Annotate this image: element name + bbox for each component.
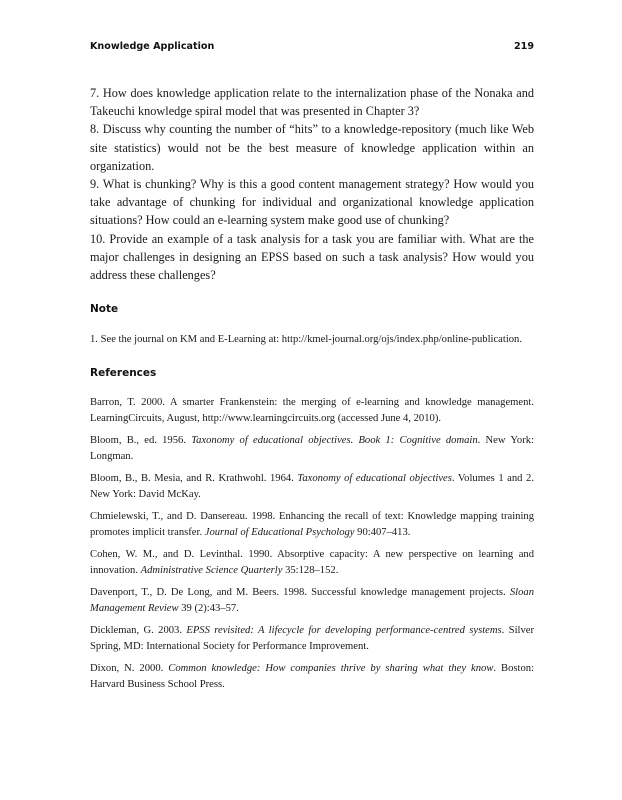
reference-entry (90, 471, 534, 503)
reference-text-end: . New York: Longman. (90, 435, 534, 463)
reference-title-italic: EPSS revisited: A lifecycle for developing performance-centred systems (186, 625, 502, 637)
reference-text: Barron, T. 2000. A smarter Frankenstein: the merging of e-learning and knowledge management. LearningCircuits, August, http://www.learningcircuits.org (accessed June 4, 2010). (90, 397, 534, 425)
reference-text: Cohen, W. M., and D. Levinthal. 1990. Absorptive capacity: A new perspective on learning and innovation. (90, 549, 534, 577)
references-heading: References (90, 367, 157, 380)
reference-text-end: . Volumes 1 and 2. New York: David McKay. (90, 473, 534, 501)
note-item: 1. See the journal on KM and E-Learning at: http://kmel-journal.org/ojs/index.php/online-publication. (90, 334, 523, 346)
reference-entry (90, 623, 534, 655)
question-7: 7. How does knowledge application relate to the internalization phase of the Nonaka and Takeuchi knowledge spiral model that was presented in Chapter 3? (90, 86, 534, 119)
question-list (90, 84, 534, 284)
reference-entry (90, 395, 534, 427)
reference-title-italic: Common knowledge: How companies thrive by sharing what they know (168, 663, 494, 675)
note-heading: Note (90, 303, 119, 316)
reference-text-end: 39 (2):43–57. (178, 603, 239, 615)
question-9: 9. What is chunking? Why is this a good content management strategy? How would you take advantage of chunking for individual and organizational knowledge application situations? How could an e-learning system make good use of chunking? (90, 177, 534, 228)
reference-entry (90, 509, 534, 541)
reference-entry (90, 661, 534, 693)
reference-text: Chmielewski, T., and D. Dansereau. 1998. Enhancing the recall of text: Knowledge mapping training promotes implicit transfer. (90, 511, 534, 539)
reference-title-italic: Taxonomy of educational objectives (297, 473, 452, 485)
reference-text-end: . Silver Spring, MD: International Society for Performance Improvement. (90, 625, 534, 653)
reference-text: Dickleman, G. 2003. (90, 625, 187, 637)
reference-entry (90, 585, 534, 617)
running-head (90, 41, 534, 52)
reference-text: Bloom, B., B. Mesia, and R. Krathwohl. 1964. (90, 473, 298, 485)
page-content (90, 84, 534, 699)
page-number: 219 (513, 41, 534, 52)
reference-title-italic: Sloan Management Review (90, 587, 534, 615)
reference-text: Bloom, B., ed. 1956. (90, 435, 192, 447)
running-head-title: Knowledge Application (90, 41, 215, 52)
reference-entry (90, 547, 534, 579)
reference-list (90, 395, 534, 693)
reference-text: Davenport, T., D. De Long, and M. Beers. 1998. Successful knowledge management projects. (90, 587, 510, 599)
reference-entry (90, 433, 534, 465)
question-8: 8. Discuss why counting the number of “hits” to a knowledge-repository (much like Web site statistics) would not be the best measure of knowledge application within an organization. (90, 122, 534, 173)
reference-text-end: 90:407–413. (354, 527, 411, 539)
reference-title-italic: Taxonomy of educational objectives. Book 1: Cognitive domain (191, 435, 478, 447)
reference-text-end: . Boston: Harvard Business School Press. (90, 663, 535, 691)
reference-title-italic: Administrative Science Quarterly (140, 565, 283, 577)
reference-title-italic: Journal of Educational Psychology (204, 527, 355, 539)
question-10: 10. Provide an example of a task analysis for a task you are familiar with. What are the major challenges in designing an EPSS based on such a task analysis? How would you address these challenges? (90, 231, 534, 283)
reference-text-end: 35:128–152. (282, 565, 339, 577)
reference-text: Dixon, N. 2000. (90, 663, 169, 675)
